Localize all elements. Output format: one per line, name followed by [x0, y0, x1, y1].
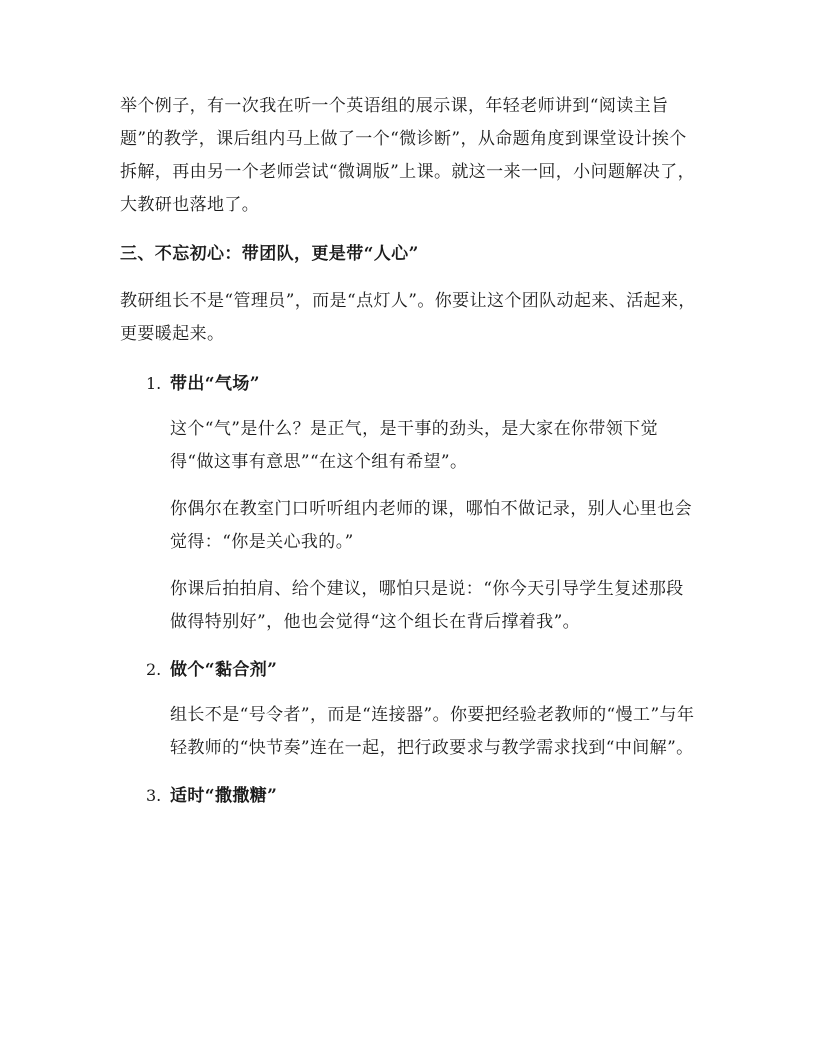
list-item-body: [120, 413, 696, 639]
list-item-title: 带出“气场”: [170, 374, 260, 394]
list-item-paragraph: 你课后拍拍肩、给个建议，哪怕只是说：“你今天引导学生复述那段做得特别好”，他也会觉得“这个组长在背后撑着我”。: [170, 579, 684, 632]
intro-paragraph: 举个例子，有一次我在听一个英语组的展示课，年轻老师讲到“阅读主旨题”的教学，课后组内马上做了一个“微诊断”，从命题角度到课堂设计挨个拆解，再由另一个老师尝试“微调版”上课。就这一来一回，小问题解决了，大教研也落地了。: [120, 96, 695, 215]
list-item-number: 2.: [146, 660, 162, 679]
list-item-header: [120, 367, 696, 401]
section-paragraph: 教研组长不是“管理员”，而是“点灯人”。你要让这个团队动起来、活起来，更要暖起来。: [120, 291, 696, 344]
list-item-header: [120, 653, 696, 687]
list-item-header: [120, 779, 696, 813]
list-item-body: [120, 699, 696, 765]
list-item-title: 适时“撒撒糖”: [170, 786, 278, 806]
list-item-number: 1.: [146, 374, 162, 393]
list-item-paragraph: 这个“气”是什么？是正气，是干事的劲头，是大家在你带领下觉得“做这事有意思”“在这个组有希望”。: [170, 419, 658, 472]
section-heading: 三、不忘初心：带团队，更是带“人心”: [120, 244, 419, 264]
list-item-number: 3.: [146, 786, 162, 805]
list-item-paragraph: 组长不是“号令者”，而是“连接器”。你要把经验老教师的“慢工”与年轻教师的“快节奏”连在一起，把行政要求与教学需求找到“中间解”。: [170, 705, 695, 758]
list-item-2: [120, 653, 696, 765]
list-item-3: [120, 779, 696, 813]
list-item-title: 做个“黏合剂”: [170, 660, 278, 680]
list-item-paragraph: 你偶尔在教室门口听听组内老师的课，哪怕不做记录，别人心里也会觉得：“你是关心我的。”: [170, 499, 692, 552]
list-item-1: [120, 367, 696, 639]
